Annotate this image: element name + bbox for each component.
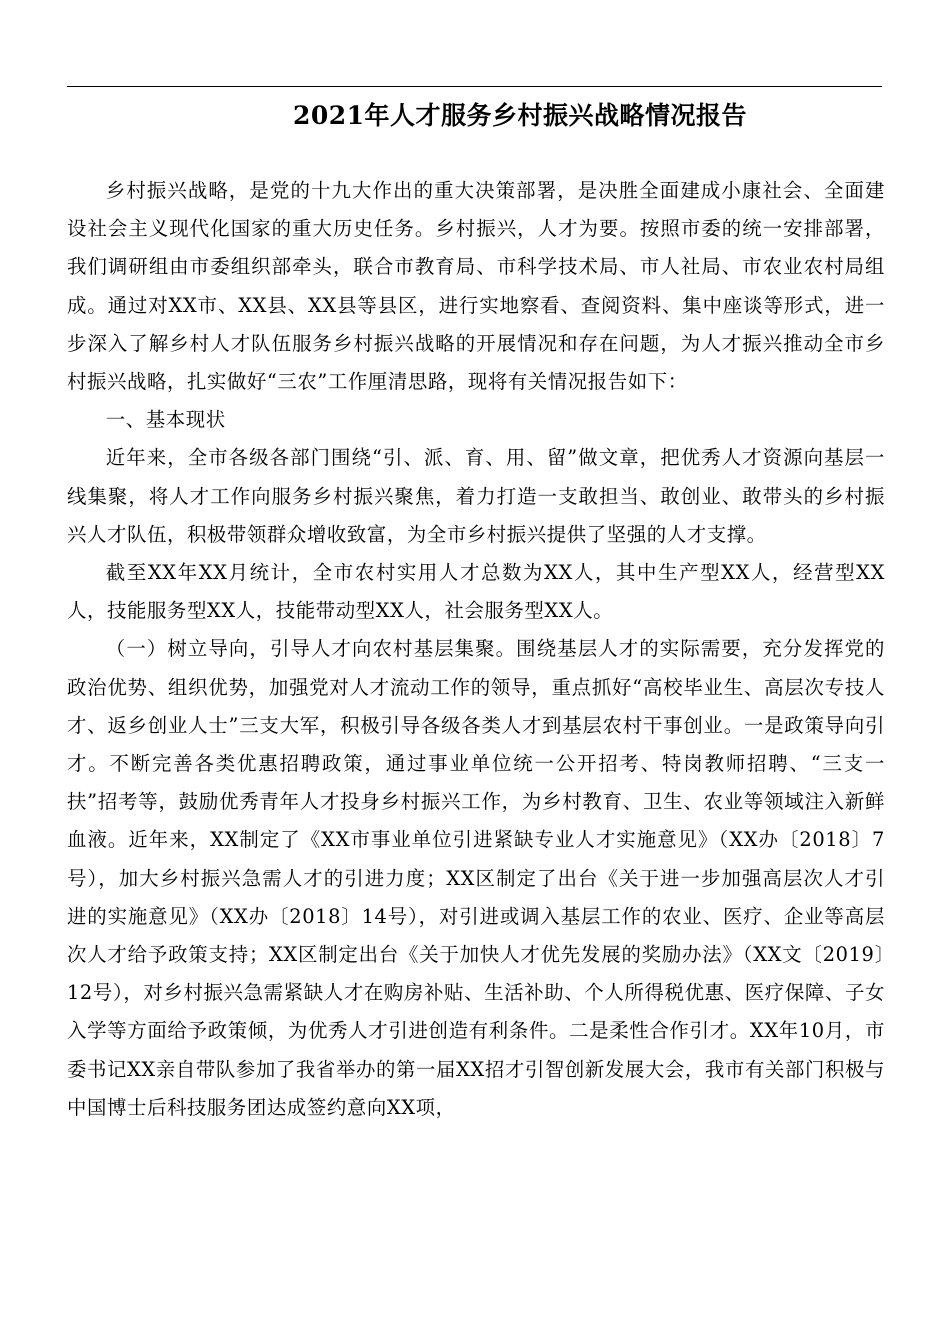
section-heading: 一、基本现状 (105, 408, 226, 432)
document-title: 2021年人才服务乡村振兴战略情况报告 (292, 101, 748, 130)
document-body (67, 172, 885, 1127)
paragraph-statistics: 截至XX年XX月统计，全市农村实用人才总数为XX人，其中生产型XX人，经营型XX人，技能服务型XX人，技能带动型XX人，社会服务型XX人。 (67, 561, 885, 623)
header-rule (67, 86, 882, 87)
paragraph-intro: 乡村振兴战略，是党的十九大作出的重大决策部署，是决胜全面建成小康社会、全面建设社会主义现代化国家的重大历史任务。乡村振兴，人才为要。按照市委的统一安排部署，我们调研组由市委组织部牵头，联合市教育局、市科学技术局、市人社局、市农业农村局组成。通过对XX市、XX县、XX县等县区，进行实地察看、查阅资料、集中座谈等形式，进一步深入了解乡村人才队伍服务乡村振兴战略的开展情况和存在问题，为人才振兴推动全市乡村振兴战略，扎实做好“三农”工作厘清思路，现将有关情况报告如下： (67, 179, 885, 394)
paragraph-subsection-1: （一）树立导向，引导人才向农村基层集聚。围绕基层人才的实际需要，充分发挥党的政治优势、组织优势，加强党对人才流动工作的领导，重点抓好“高校毕业生、高层次专技人才、返乡创业人士”三支大军，积极引导各级各类人才到基层农村干事创业。一是政策导向引才。不断完善各类优惠招聘政策，通过事业单位统一公开招考、特岗教师招聘、“三支一扶”招考等，鼓励优秀青年人才投身乡村振兴工作，为乡村教育、卫生、农业等领域注入新鲜血液。近年来，XX制定了《XX市事业单位引进紧缺专业人才实施意见》（XX办〔2018〕7号），加大乡村振兴急需人才的引进力度；XX区制定了出台《关于进一步加强高层次人才引进的实施意见》（XX办〔2018〕14号），对引进或调入基层工作的农业、医疗、企业等高层次人才给予政策支持；XX区制定出台《关于加快人才优先发展的奖励办法》（XX文〔2019〕12号），对乡村振兴急需紧缺人才在购房补贴、生活补助、个人所得税优惠、医疗保障、子女入学等方面给予政策倾，为优秀人才引进创造有利条件。二是柔性合作引才。XX年10月，市委书记XX亲自带队参加了我省举办的第一届XX招才引智创新发展大会，我市有关部门积极与中国博士后科技服务团达成签约意向XX项， (67, 637, 885, 1119)
paragraph-overview: 近年来，全市各级各部门围绕“引、派、育、用、留”做文章，把优秀人才资源向基层一线集聚，将人才工作向服务乡村振兴聚焦，着力打造一支敢担当、敢创业、敢带头的乡村振兴人才队伍，积极带领群众增收致富，为全市乡村振兴提供了坚强的人才支撑。 (67, 446, 885, 546)
